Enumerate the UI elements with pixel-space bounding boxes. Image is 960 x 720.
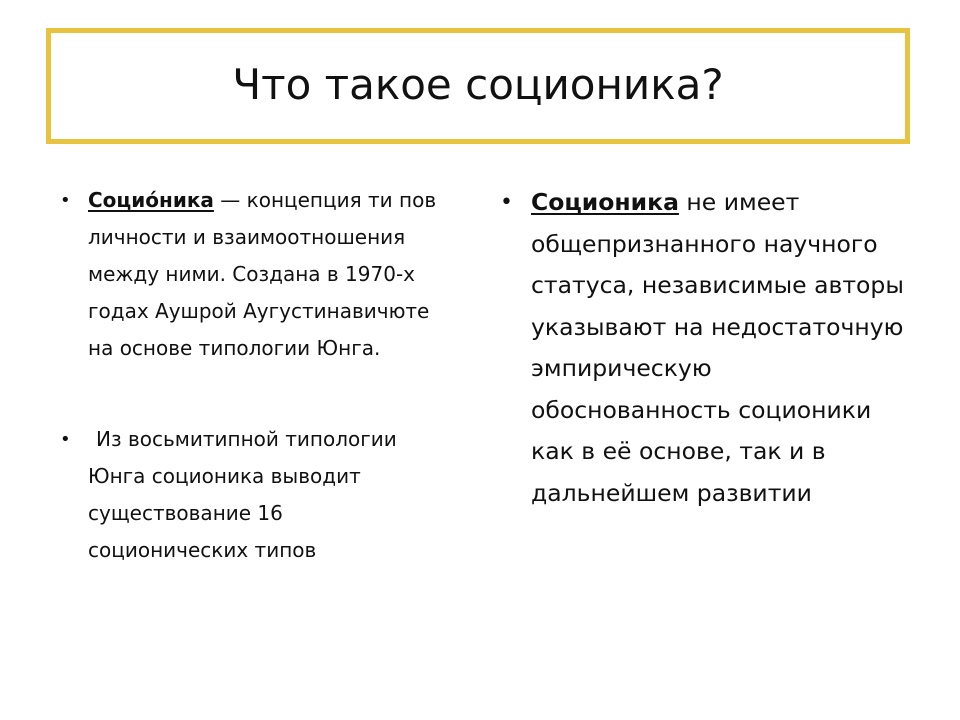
left-column xyxy=(58,182,442,569)
term-socionics-link[interactable]: Соционика xyxy=(531,188,679,216)
right-bullet-1 xyxy=(500,182,912,514)
left-bullet-2-text: Из восьмитипной типологии Юнга соционика выводит существование 16 соционических типов xyxy=(88,427,397,562)
term-socionics-link[interactable]: Социо́ника xyxy=(88,188,214,212)
title-frame xyxy=(46,28,910,144)
left-bullet-2 xyxy=(58,421,442,569)
bullet-dot-icon: • xyxy=(60,190,71,211)
slide-title: Что такое соционика? xyxy=(232,59,724,109)
left-bullet-1 xyxy=(58,182,442,367)
bullet-dot-icon: • xyxy=(60,429,71,450)
left-bullet-1-text: — концепция ти пов личности и взаимоотношения между ними. Создана в 1970-х годах Аушрой Аугустинавичюте на основе типологии Юнга. xyxy=(88,188,437,360)
bullet-dot-icon: • xyxy=(500,190,513,215)
right-bullet-1-text: не имеет общепризнанного научного статуса, независимые авторы указывают на недостаточную эмпирическую обоснованность соционики как в её основе, так и в дальнейшем развитии xyxy=(531,188,904,507)
right-column xyxy=(500,182,912,514)
